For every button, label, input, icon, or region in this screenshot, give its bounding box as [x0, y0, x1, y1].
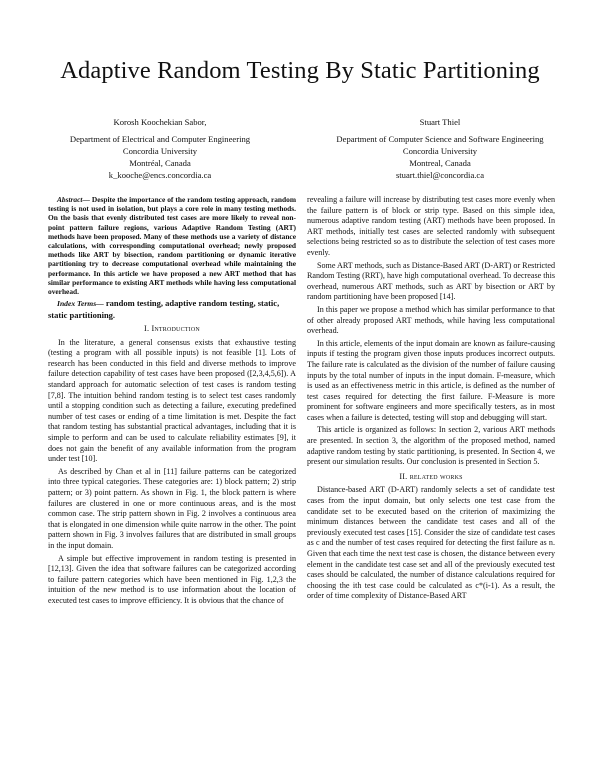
section-number: II.	[399, 471, 410, 481]
abstract-text: Despite the importance of the random testing approach, random testing is not used in isolation, but plays a core role in many testing methods. On the basis that evenly distributed test cases are more likely to reveal non-point pattern failure regions, various Adaptive Random Testing (ART) methods have been proposed. Many of these methods use a variety of distance calculations, with corresponding computational overhead; newly proposed methods like ART by bisection, random partitioning or dynamic iterative partitioning try to decrease computational overhead while maintaining the performance. In this article we have proposed a new ART method that has similar performance to existing ART methods while having less computational overhead.	[48, 195, 296, 297]
index-terms	[48, 298, 296, 320]
paragraph: In the literature, a general consensus exists that exhaustive testing (testing a program with all possible inputs) is not feasible [1]. Lots of research has been conducted in this field and diverse methods to improve failure detection capability of test cases have been proposed ([2,3,4,5,6]). A standard approach for automatic selection of test cases is random testing [7,8]. The intuition behind random testing is to select test cases randomly until a stopping condition such as detecting a failure, executing predefined number of test cases or ending of a time limitation is met. Despite the fact that random testing has substantial practical advantages, including that it is simple to perform and can be used to calculate reliability estimates [9], it does not gain the benefit of any available information from the program under test [10].	[48, 337, 296, 464]
right-column	[307, 195, 555, 604]
author-block-1	[35, 116, 285, 181]
author-city: Montreal, Canada	[409, 158, 471, 168]
paragraph: In this article, elements of the input domain are known as failure-causing inputs if testing the program given those inputs produces incorrect outputs. The failure rate is calculated as the division of the number of failure causing inputs by the total number of inputs in the input domain. F-measure, which is used as an effectiveness metric in this article, is defined as the number of test cases required for detecting the first failure. F-Measure is more prominent for software engineers and more specifically testers, as in most cases when a failure is detected, testing will stop and debugging will start.	[307, 338, 555, 422]
author-name: Korosh Koochekian Sabor,	[113, 117, 207, 127]
paragraph: As described by Chan et al in [11] failure patterns can be categorized into three typical categories. These categories are: 1) block pattern; 2) strip pattern; or 3) point pattern. As shown in Fig. 1, the block pattern is where failures are clustered in one or more continuous areas, and is the most common case. The strip pattern shown in Fig. 2 involves a continuous area that is elongated in one dimension while quite narrow in the other. The point pattern shown in Fig. 3 involves failures that are distributed in small groups in the input domain.	[48, 466, 296, 550]
section-heading-introduction	[48, 324, 296, 335]
author-city: Montréal, Canada	[129, 158, 191, 168]
author-block-2	[315, 116, 565, 181]
author-university: Concordia University	[402, 146, 478, 156]
author-email: stuart.thiel@concordia.ca	[395, 170, 485, 180]
paragraph: Some ART methods, such as Distance-Based ART (D-ART) or Restricted Random Testing (RRT), have high computational overhead. To decrease this overhead, numerous ART methods, such as ART by bisection or ART by random partitioning have been proposed [14].	[307, 260, 555, 302]
paper-title: Adaptive Random Testing By Static Partitioning	[60, 57, 540, 84]
paragraph: In this paper we propose a method which has similar performance to that of other already proposed ART methods, while having less computational overhead.	[307, 304, 555, 336]
author-university: Concordia University	[122, 146, 198, 156]
author-email: k_kooche@encs.concordia.ca	[108, 170, 212, 180]
section-number: I.	[144, 324, 152, 334]
paragraph: A simple but effective improvement in random testing is presented in [12,13]. Given the idea that software failures can be categorized according to failure pattern categories which have been mentioned in Fig. 1,2,3 the intuition of the new method is to use information about the location of executed test cases to improve efficiency. It is obvious that the chance of	[48, 553, 296, 605]
index-terms-lead: Index Terms—	[57, 299, 104, 309]
paragraph: Distance-based ART (D-ART) randomly selects a set of candidate test cases from the input domain, but only selects one test case from the candidate set to be executed based on the criterion of maximizing the minimum distances between the candidate test cases and all of the previously executed test cases [15]. Consider the size of candidate test cases as c and the number of test cases required for detecting the first failure as n. Given that each time the next test case is chosen, the distance between every element in the candidate test case set and all of the previously executed test cases should be calculated, the number of distance calculations required for choosing the ith test case could be calculated as c*(i-1). As a result, the order of time complexity of Distance-Based ART	[307, 485, 555, 601]
author-name: Stuart Thiel	[419, 117, 461, 127]
abstract-lead: Abstract—	[57, 195, 90, 204]
abstract	[48, 195, 296, 296]
section-heading-related-works	[307, 472, 555, 483]
author-department: Department of Electrical and Computer Engineering	[69, 134, 251, 144]
section-title: Introduction	[151, 324, 200, 334]
section-title: related works	[409, 471, 463, 481]
author-department: Department of Computer Science and Software Engineering	[336, 134, 544, 144]
paragraph: revealing a failure will increase by distributing test cases more evenly when the failure pattern is of block or strip type. Based on this simple idea, numerous adaptive random testing (ART) methods have been proposed. In ART methods, initially test cases are selected randomly with subsequent selections being restricted so as to distribute the selection of test cases more evenly.	[307, 195, 555, 257]
paragraph: This article is organized as follows: In section 2, various ART methods are presented. In section 3, the algorithm of the proposed method, named adaptive random testing by static partitioning, is presented. In Section 4, we present our simulation results. Our conclusion is presented in Section 5.	[307, 425, 555, 467]
left-column	[48, 195, 296, 608]
index-terms-text: random testing, adaptive random testing, static, static partitioning.	[48, 298, 280, 320]
